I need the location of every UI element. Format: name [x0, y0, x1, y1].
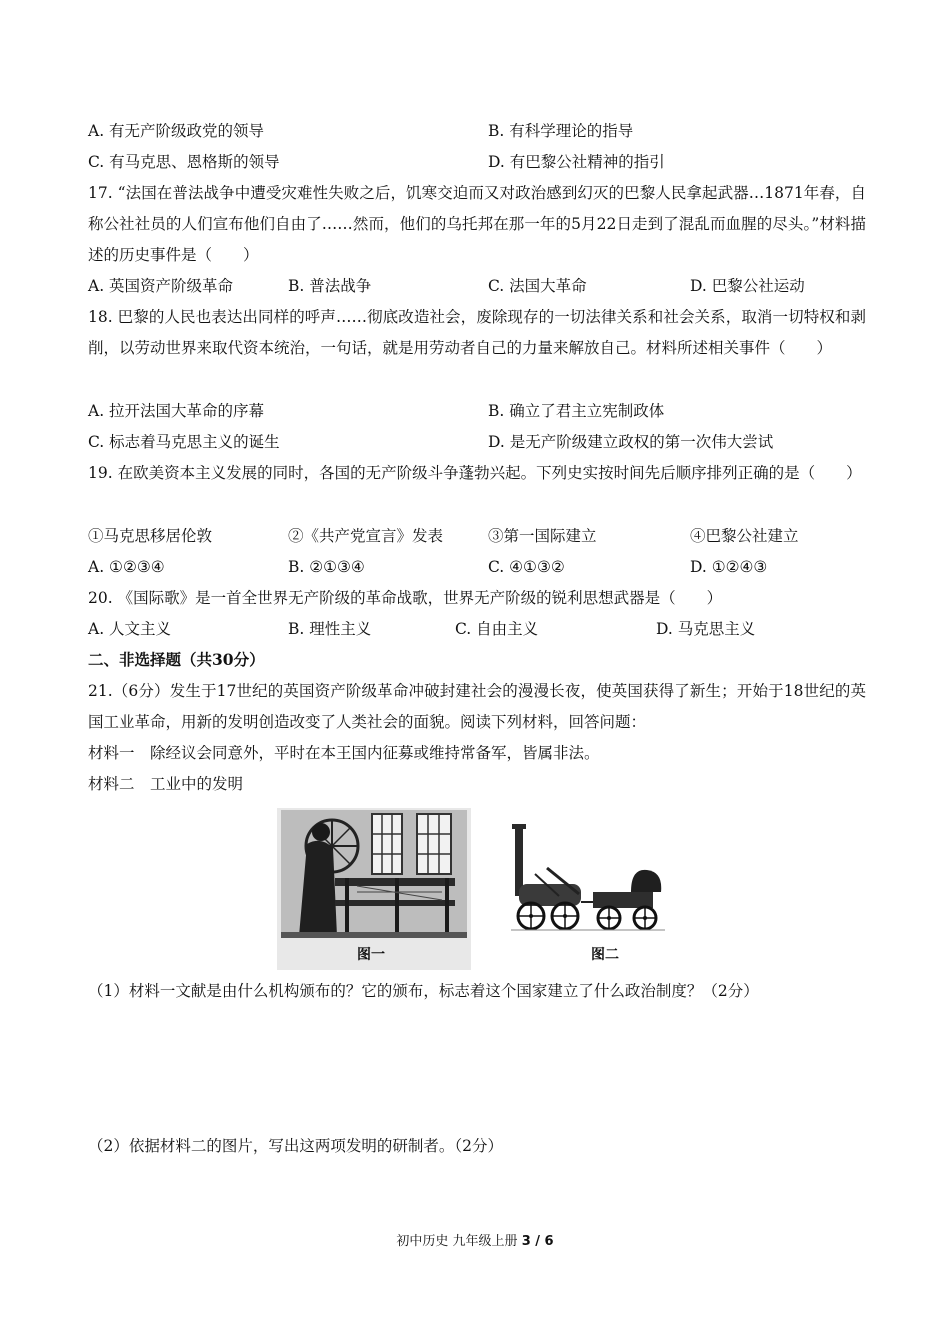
q21-material-2: 材料二 工业中的发明: [88, 775, 244, 793]
q18-option-a[interactable]: A. 拉开法国大革命的序幕: [88, 402, 265, 420]
q18-option-b[interactable]: B. 确立了君主立宪制政体: [488, 402, 665, 420]
figure-2-caption: 图二: [591, 947, 619, 963]
q19-item-1: ①马克思移居伦敦: [88, 527, 213, 545]
section-title: 二、非选择题（共30分）: [88, 650, 265, 669]
q20-stem: 20. 《国际歌》是一首全世界无产阶级的革命战歌，世界无产阶级的锐利思想武器是（ ）: [88, 589, 723, 607]
q17-option-c[interactable]: C. 法国大革命: [488, 277, 587, 295]
figure-1-caption: 图一: [357, 947, 385, 963]
q18-stem: 18. 巴黎的人民也表达出同样的呼声……彻底改造社会，废除现存的一切法律关系和社会关系，取消一切特权和剥削，以劳动世界来取代资本统治，一句话，就是用劳动者自己的力量来解放自己。材料所述相关事件（ ）: [88, 308, 866, 357]
q19-item-2: ②《共产党宣言》发表: [288, 527, 444, 545]
q20-option-b[interactable]: B. 理性主义: [288, 620, 372, 638]
q17-option-a[interactable]: A. 英国资产阶级革命: [88, 277, 234, 295]
q21-sub-question-1: （1）材料一文献是由什么机构颁布的？它的颁布，标志着这个国家建立了什么政治制度？（2分）: [88, 982, 759, 1000]
q19-option-b[interactable]: B. ②①③④: [288, 558, 365, 576]
page-footer: [0, 1230, 950, 1249]
q17-stem: 17. “法国在普法战争中遭受灾难性失败之后，饥寒交迫而又对政治感到幻灭的巴黎人民拿起武器…1871年春，自称公社社员的人们宣布他们自由了……然而，他们的乌托邦在那一年的5月22日走到了混乱而血腥的尽头。”材料描述的历史事件是（ ）: [88, 184, 866, 264]
q16-option-c[interactable]: C. 有马克思、恩格斯的领导: [88, 153, 280, 171]
q19-option-d[interactable]: D. ①②④③: [690, 558, 768, 576]
q20-option-d[interactable]: D. 马克思主义: [656, 620, 756, 638]
footer-text: 初中历史 九年级上册: [396, 1234, 522, 1249]
q19-option-a[interactable]: A. ①②③④: [88, 558, 165, 576]
q17-option-b[interactable]: B. 普法战争: [288, 277, 372, 295]
q19-item-4: ④巴黎公社建立: [690, 527, 799, 545]
q19-stem: 19. 在欧美资本主义发展的同时，各国的无产阶级斗争蓬勃兴起。下列史实按时间先后顺序排列正确的是（ ）: [88, 464, 862, 482]
q18-option-d[interactable]: D. 是无产阶级建立政权的第一次伟大尝试: [488, 433, 774, 451]
page-number: 3 / 6: [521, 1234, 554, 1249]
q21-material-1: 材料一 除经议会同意外，平时在本王国内征募或维持常备军，皆属非法。: [88, 744, 600, 762]
q16-option-b[interactable]: B. 有科学理论的指导: [488, 122, 634, 140]
q19-item-3: ③第一国际建立: [488, 527, 597, 545]
q20-option-a[interactable]: A. 人文主义: [88, 620, 172, 638]
q16-option-a[interactable]: A. 有无产阶级政党的领导: [88, 122, 265, 140]
q21-sub-question-2: （2）依据材料二的图片，写出这两项发明的研制者。（2分）: [88, 1137, 503, 1155]
q17-option-d[interactable]: D. 巴黎公社运动: [690, 277, 805, 295]
q20-option-c[interactable]: C. 自由主义: [455, 620, 539, 638]
q18-option-c[interactable]: C. 标志着马克思主义的诞生: [88, 433, 280, 451]
q16-option-d[interactable]: D. 有巴黎公社精神的指引: [488, 153, 665, 171]
figure-1-spinning-machine: [277, 808, 471, 970]
q19-option-c[interactable]: C. ④①③②: [488, 558, 565, 576]
figure-2-locomotive: [507, 808, 677, 970]
q21-stem: 21.（6分）发生于17世纪的英国资产阶级革命冲破封建社会的漫漫长夜，使英国获得了新生；开始于18世纪的英国工业革命，用新的发明创造改变了人类社会的面貌。阅读下列材料，回答问题：: [88, 682, 866, 731]
